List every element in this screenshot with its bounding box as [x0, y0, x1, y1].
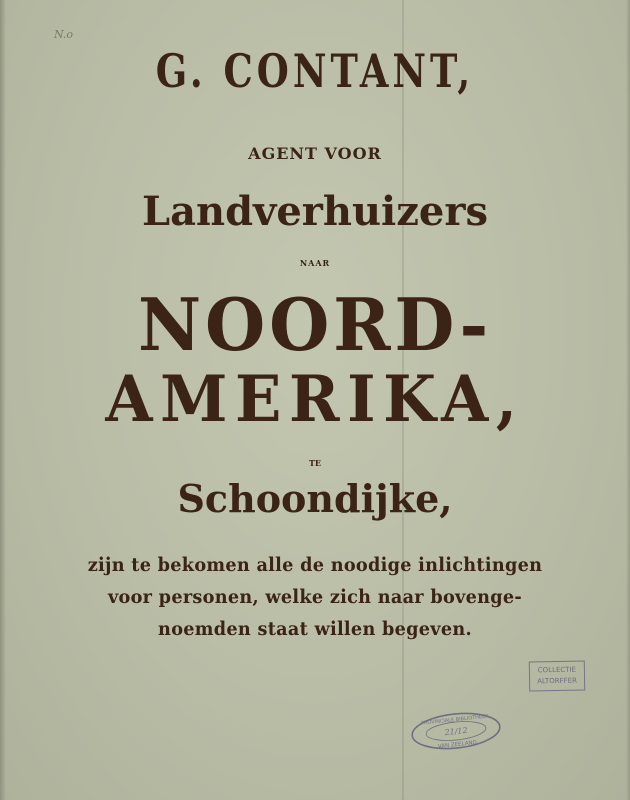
agent-name-heading: G. CONTANT,	[155, 44, 475, 98]
agent-voor-line: AGENT VOOR	[248, 144, 382, 163]
oval-stamp-bottom-text: VAN ZEELAND	[437, 739, 478, 750]
body-line-1: zijn te bekomen alle de noodige inlichtingen	[87, 554, 543, 576]
paper-edge-right	[626, 0, 630, 800]
place-heading: Schoondijke,	[177, 476, 453, 521]
body-line-2: voor personen, welke zich naar bovenge-	[107, 586, 522, 608]
landverhuizers-heading: Landverhuizers	[142, 188, 488, 235]
te-line: TE	[308, 458, 322, 468]
collectie-altorffer-stamp	[529, 661, 586, 692]
body-line-3: noemden staat willen begeven.	[158, 618, 472, 640]
paper-edge-left	[0, 0, 6, 800]
handwritten-number-mark: N.o	[54, 28, 74, 41]
library-oval-stamp	[408, 707, 503, 754]
noord-heading: NOORD-	[138, 282, 492, 367]
collectie-stamp-line-2: ALTORFFER	[537, 676, 578, 686]
amerika-heading: AMERIKA,	[105, 362, 525, 437]
oval-stamp-icon	[408, 707, 503, 754]
oval-stamp-top-text: PROVINCIALE BIBLIOTHEEK	[420, 713, 489, 727]
naar-line: NAAR	[299, 258, 331, 268]
oval-stamp-number: 21/12	[444, 725, 468, 738]
collectie-stamp-line-1: COLLECTIE	[537, 665, 577, 675]
